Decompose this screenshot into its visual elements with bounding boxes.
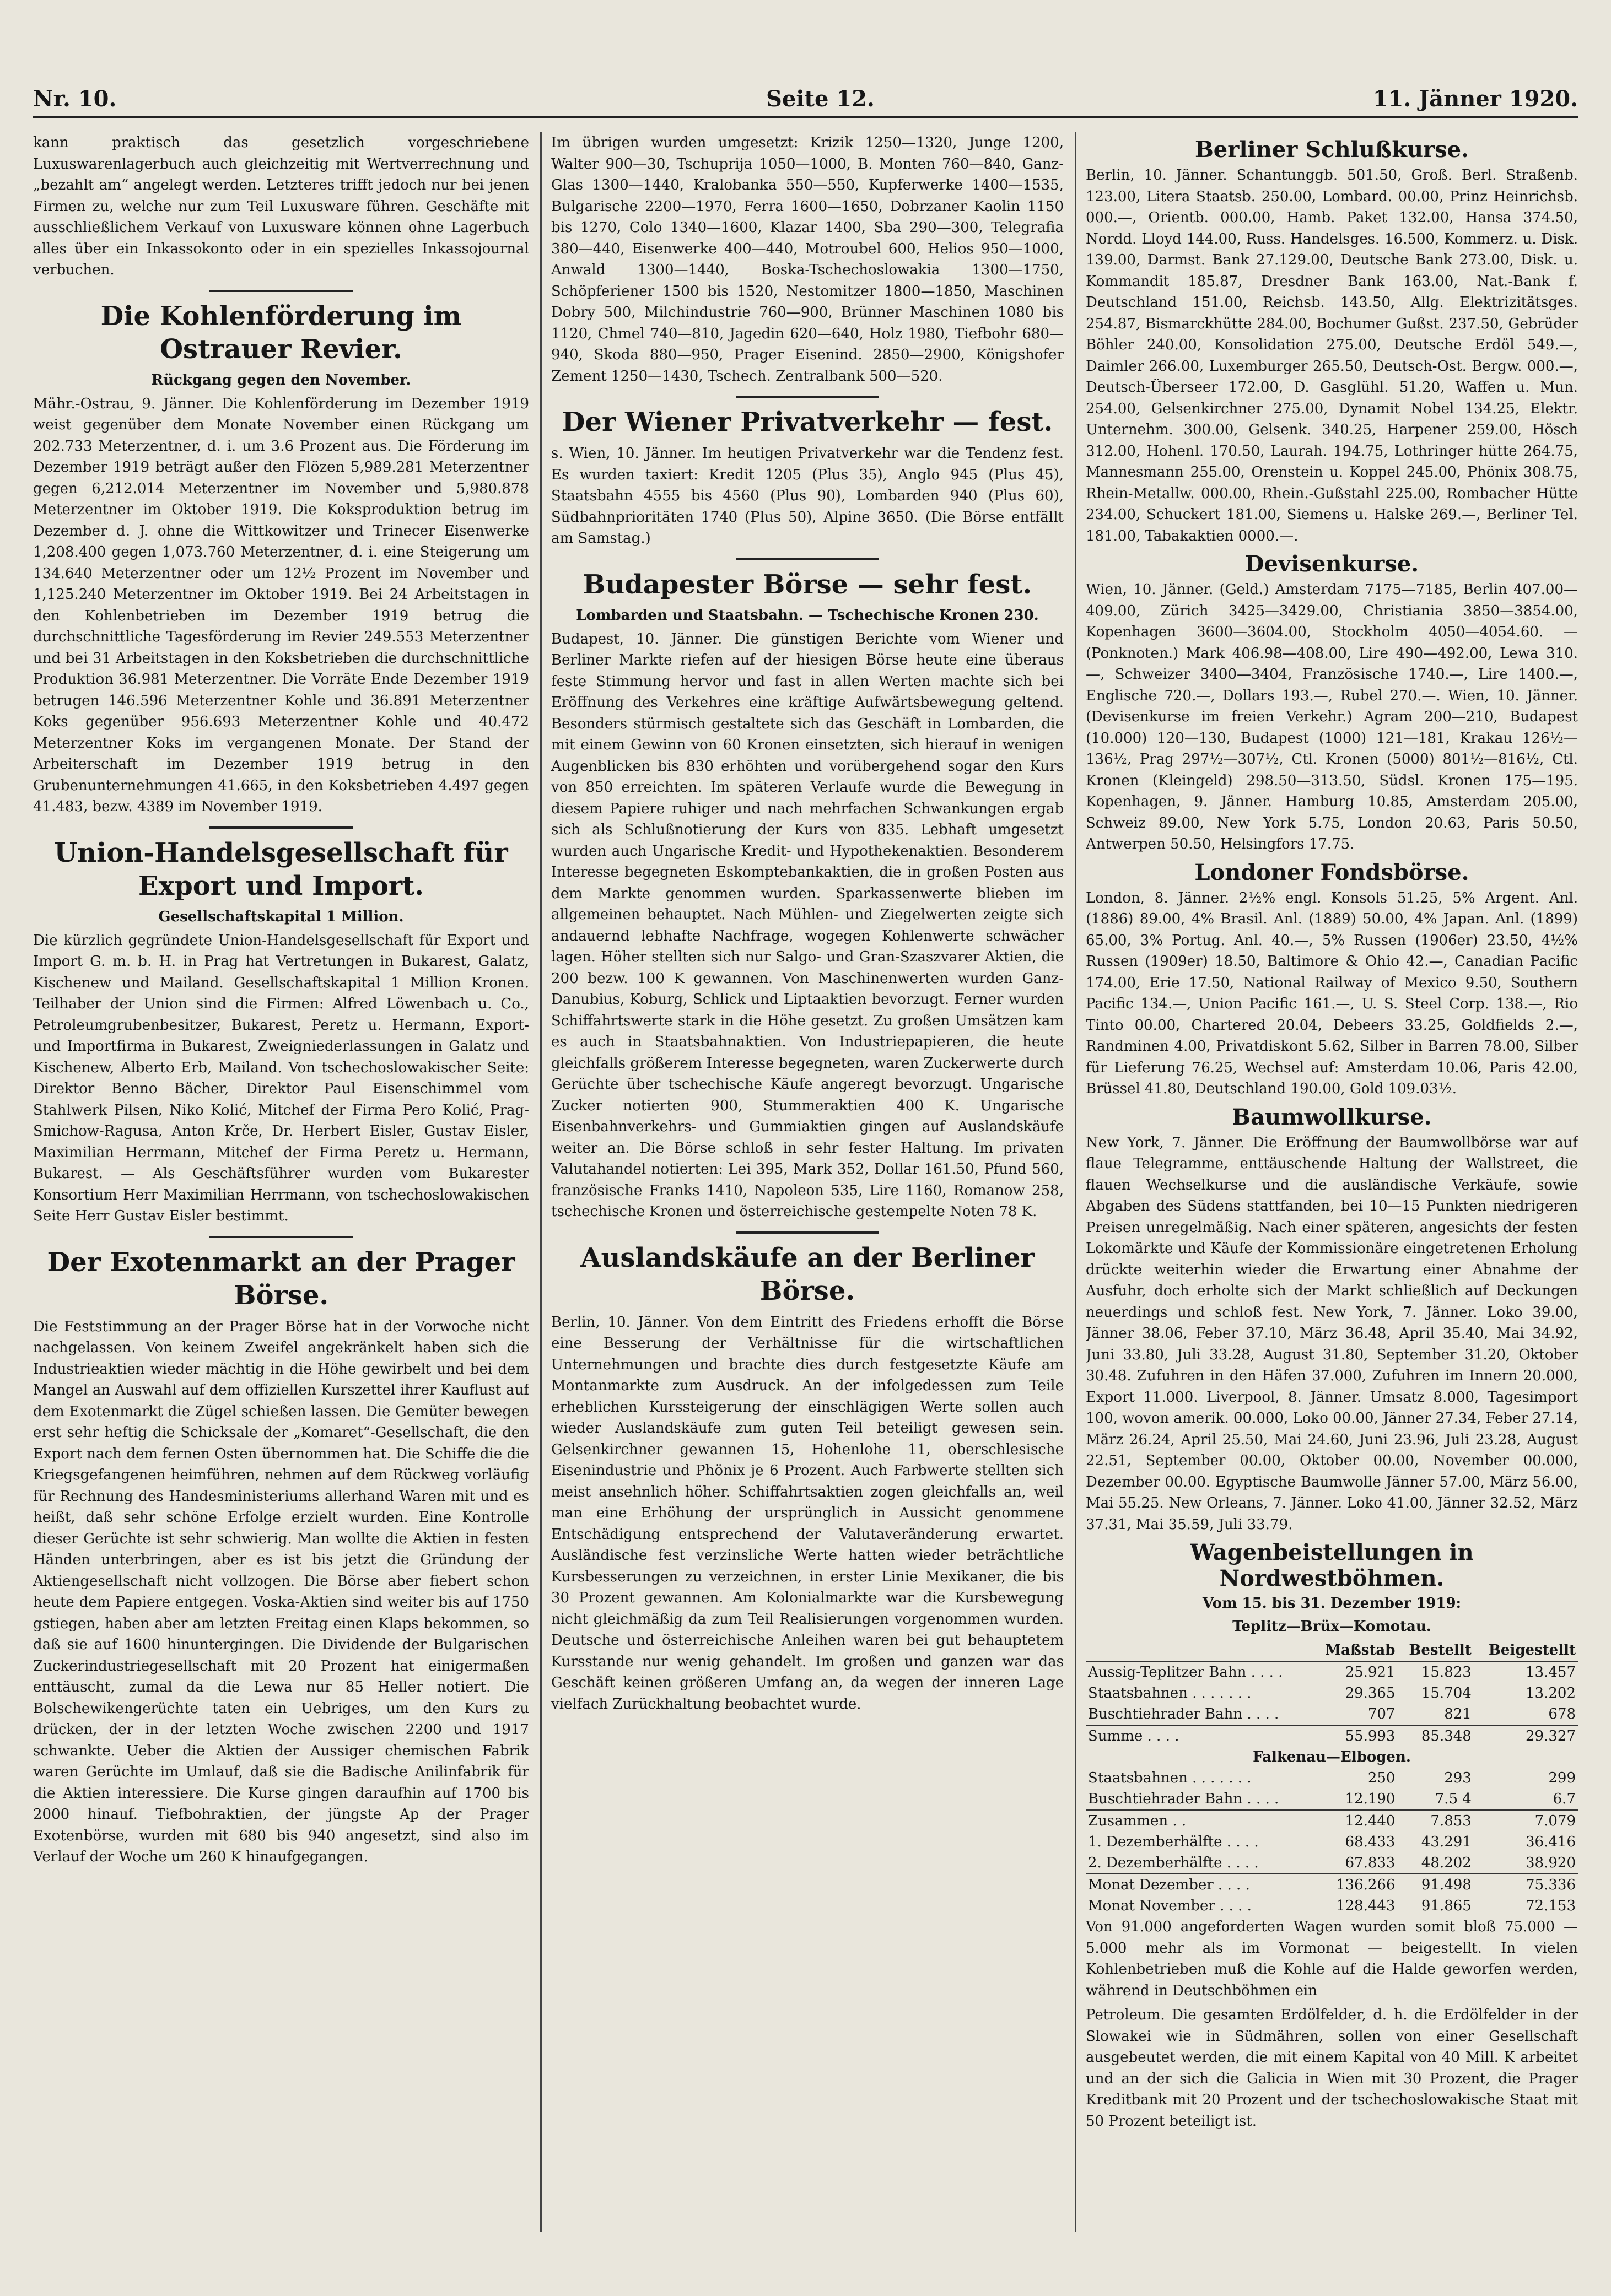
article-continuation: kann praktisch das gesetzlich vorgeschriebene Luxuswarenlagerbuch auch gleichzeitig mit Wertverrechnung und „bezahlt am“ angelegt werden. Letzteres trifft jedoch nur bei jenen Firmen zu, welche nur zum Teil Luxusware führen. Geschäfte mit ausschließlichem Verkauf von Luxusware können ohne Lagerbuch alles über ein Inkassokonto oder in ein spezielles Inkassojournal verbuchen. xyxy=(33,134,529,278)
table-cell: 38.920 xyxy=(1526,1855,1576,1871)
table-cell: 299 xyxy=(1548,1770,1576,1786)
article-body: Mähr.-Ostrau, 9. Jänner. Die Kohlenförderung im Dezember 1919 weist gegenüber dem Monate November einen Rückgang um 202.733 Meterzentner, d. i. um 3.6 Prozent aus. Die Förderung im Dezember 1919 beträgt außer den Flözen 5,989.281 Meterzentner gegen 6,212.014 Meterzentner im November und 5,980.878 Meterzentner im Oktober 1919. Die Koksproduktion betrug im Dezember d. J. ohne die Wittkowitzer und Trinecer Eisenwerke 1,208.400 gegen 1,073.760 Meterzentner, d. i. eine Steigerung um 134.640 Meterzentner oder um 12½ Prozent im November und 1,125.240 Meterzentner im Oktober 1919. Bei 24 Arbeitstagen in den Kohlenbetrieben im Dezember 1919 betrug die durchschnittliche Tagesförderung im Revier 249.553 Meterzentner und bei 31 Arbeitstagen in den Koksbetrieben die durchschnittliche Produktion 36.981 Meterzentner. Die Vorräte Ende Dezember 1919 betrugen 146.596 Meterzentner Kohle und 36.891 Meterzentner Koks gegenüber 956.693 Meterzentner Kohle und 40.472 Meterzentner Koks im vergangenen Monate. Der Stand der Arbeiterschaft im Dezember 1919 betrug in den Grubenunternehmungen 41.665, in den Koksbetrieben 4.497 gegen 41.483, bezw. 4389 im November 1919. xyxy=(33,395,529,815)
section-body: New York, 7. Jänner. Die Eröffnung der Baumwollbörse war auf flaue Telegramme, enttäuschende Haltung der Wallstreet, die flauen Wechselkurse und die ausländische Verkäufe, sowie Abgaben des Südens stattfanden, bei 10—15 Punkten niedrigeren Preisen unregelmäßig. Nach einer späteren, angesichts der festen Lokomärkte und Käufe der Kommissionäre eingetretenen Erholung drückte weiterhin wieder die Erwartung einer Abnahme der Ausfuhr, doch erholte sich der Markt schließlich auf Deckungen neuerdings und schloß fest. New York, 7. Jänner. Loko 39.00, Jänner 38.06, Feber 37.10, März 36.48, April 35.40, Mai 34.92, Juni 33.80, Juli 33.28, August 31.80, September 31.20, Oktober 30.48. Zufuhren in den Häfen 37.000, Zufuhren im Innern 20.000, Export 11.000. Liverpool, 8. Jänner. Umsatz 8.000, Tagesimport 100, wovon amerik. 00.000, Loko 00.00, Jänner 27.34, Feber 27.14, März 26.24, April 25.50, Mai 24.60, Juni 23.96, Juli 23.28, August 22.51, September 00.00, Oktober 00.00, November 00.000, Dezember 00.00. Egyptische Baumwolle Jänner 57.00, März 56.00, Mai 55.25. New Orleans, 7. Jänner. Loko 41.00, Jänner 32.52, März 37.31, Mai 35.59, Juli 33.79. xyxy=(1086,1134,1578,1533)
separator xyxy=(736,396,879,398)
region-label: Teplitz—Brüx—Komotau. xyxy=(1232,1618,1431,1635)
article-title: Auslandskäufe an der Berliner Börse. xyxy=(580,1242,1035,1306)
page-number: Seite 12. xyxy=(766,86,875,112)
table-cell: Staatsbahnen . . . . . . . xyxy=(1088,1770,1252,1786)
table-row xyxy=(1086,1768,1578,1789)
separator xyxy=(736,1231,879,1234)
article-body: s. Wien, 10. Jänner. Im heutigen Privatverkehr war die Tendenz fest. Es wurden taxiert: Kredit 1205 (Plus 35), Anglo 945 (Plus 45), Staatsbahn 4555 bis 4560 (Plus 90), Lombarden 940 (Plus 60), Südbahnprioritäten 1740 (Plus 50), Alpine 3650. (Die Börse entfällt am Samstag.) xyxy=(551,445,1064,547)
newspaper-page xyxy=(33,50,1578,2265)
table-cell: 91.498 xyxy=(1397,1874,1473,1895)
table-cell: 821 xyxy=(1444,1706,1472,1722)
section-title: Wagenbeistellungen in Nordwestböhmen. xyxy=(1190,1539,1474,1591)
table-cell: 707 xyxy=(1367,1706,1396,1722)
table-cell: 7.5 4 xyxy=(1435,1791,1472,1807)
column-rule xyxy=(540,132,542,2232)
table-row xyxy=(1086,1704,1578,1725)
region-label: Falkenau—Elbogen. xyxy=(1253,1749,1411,1765)
article-body: Die Feststimmung an der Prager Börse hat in der Vorwoche nicht nachgelassen. Von keinem Zweifel angekränkelt haben sich die Industrieaktien wieder mächtig in die Höhe gewirbelt und bei dem Mangel an Auswahl auf dem offiziellen Kurszettel ihrer Kauflust auf dem Exotenmarkt die Zügel schießen lassen. Die Gemüter bewegen erst sehr heftig die Schicksale der „Komaret“-Gesellschaft, die den Export nach dem fernen Osten übernommen hat. Die Schiffe die die Kriegsgefangenen heimführen, nehmen auf dem Rückweg vorläufig für Rechnung des Handesministeriums allerhand Waren mit und es heißt, daß sehr schöne Erfolge erzielt wurden. Eine Kontrolle dieser Gerüchte ist sehr schwierig. Man wollte die Aktien in festen Händen unterbringen, aber es ist bis jetzt die Gründung der Aktiengesellschaft nicht vollzogen. Die Börse aber fiebert schon heute dem Papiere entgegen. Voska-Aktien sind weiter bis auf 1750 gstiegen, haben aber am letzten Freitag einen Klaps bekommen, so daß sie auf 1600 hinuntergingen. Die Dividende der Bulgarischen Zuckerindustriegesellschaft mit 20 Prozent hat einigermaßen enttäuscht, zumal da die Lewa nur 85 Heller notiert. Die Bolschewikengerüchte taten ein Uebriges, um den Kurs zu drücken, der in der letzten Woche zwischen 2200 und 1917 schwankte. Ueber die Aktien der Aussiger chemischen Fabrik waren Gerüchte im Umlauf, daß sie die Badische Anilinfabrik für die Aktien interessiere. Die Kurse gingen daraufhin auf 1700 bis 2000 hinauf. Tiefbohraktien, der jüngste Ap der Prager Exotenbörse, wurden mit 680 bis 940 angesetzt, sind also im Verlauf der Woche um 260 K hinaufgegangen. xyxy=(33,1318,529,1865)
table-cell: 75.336 xyxy=(1474,1874,1578,1895)
table-row xyxy=(1086,1832,1578,1852)
table-cell: 85.348 xyxy=(1397,1725,1473,1747)
column-left xyxy=(33,132,529,1871)
table-cell: Monat Dezember . . . . xyxy=(1086,1874,1313,1895)
table-cell: Summe . . . . xyxy=(1086,1725,1313,1747)
section-title: Londoner Fondsbörse. xyxy=(1194,859,1469,885)
article-continuation: Im übrigen wurden umgesetzt: Krizik 1250—1320, Junge 1200, Walter 900—30, Tschuprija 1050—1000, B. Monten 760—840, Ganz-Glas 1300—1440, Kralobanka 550—550, Kupferwerke 1400—1535, Bulgarische 2200—1970, Ferra 1600—1650, Dobrzaner Kaolin 1150 bis 1270, Colo 1340—1600, Klazar 1400, Sba 290—300, Telegrafia 380—440, Eisenwerke 400—440, Motroubel 600, Helios 950—1000, Anwald 1300—1440, Boska-Tschechoslowakia 1300—1750, Schöpferiener 1500 bis 1520, Nestomitzer 1800—1850, Maschinen Dobry 500, Milchindustrie 760—900, Brünner Maschinen 1080 bis 1120, Chmel 740—810, Jagedin 620—640, Holz 1980, Tiefbohr 680—940, Skoda 880—950, Prager Eisenind. 2850—2900, Königshofer Zement 1250—1430, Tschech. Zentralbank 500—520. xyxy=(551,134,1064,385)
separator xyxy=(209,1236,353,1238)
section-subtitle: Vom 15. bis 31. Dezember 1919: xyxy=(1202,1595,1462,1612)
table-cell: Beigestellt xyxy=(1474,1640,1578,1661)
article-title: Der Wiener Privatverkehr — fest. xyxy=(562,407,1053,437)
table-cell: Buschtiehrader Bahn . . . . xyxy=(1088,1791,1279,1807)
table-cell: 29.327 xyxy=(1474,1725,1578,1747)
column-middle xyxy=(551,132,1064,1718)
table-row xyxy=(1086,1895,1578,1916)
table-cell: 128.443 xyxy=(1335,1898,1396,1914)
table-row xyxy=(1086,1852,1578,1874)
table-cell: 55.993 xyxy=(1313,1725,1398,1747)
separator xyxy=(209,826,353,829)
table-cell: 67.833 xyxy=(1345,1855,1396,1871)
table-cell: 43.291 xyxy=(1421,1834,1472,1850)
table-cell: 7.853 xyxy=(1397,1810,1473,1832)
article-body: Budapest, 10. Jänner. Die günstigen Berichte vom Wiener und Berliner Markte riefen auf der hiesigen Börse heute eine überaus feste Stimmung hervor und fast in allen Werten machte sich bei Eröffnung des Verkehres eine kräftige Aufwärtsbewegung geltend. Besonders stürmisch gestaltete sich das Geschäft in Lombarden, die mit einem Gewinn von 60 Kronen einsetzten, sich hierauf in wenigen Augenblicken bis 830 erhöhten und vorübergehend sogar den Kurs von 850 erreichten. Im späteren Verlaufe wurde die Bewegung in diesem Papiere ruhiger und nach mehrfachen Schwankungen ergab sich als Schlußnotierung der Kurs von 835. Lebhaft umgesetzt wurden auch Ungarische Kredit- und Hypothekenaktien. Besonderem Interesse begegneten Eskomptebankaktien, die in großen Posten aus dem Markte genommen wurden. Sparkassenwerte blieben im allgemeinen behauptet. Nach Mühlen- und Ziegelwerten zeigte sich andauernd lebhafte Nachfrage, wogegen Kohlenwerte schwächer lagen. Höher stellten sich nur Salgo- und Gran-Szaszvarer Aktien, die 200 bezw. 100 K gewannen. Von Maschinenwerten wurden Ganz-Danubius, Koburg, Schlick und Liptaaktien bevorzugt. Ferner wurden Schiffahrtswerte stark in die Höhe gesetzt. Zu großen Umsätzen kam es auch in Staatsbahnaktien. Von Industriepapieren, die heute gleichfalls größerem Interesse begegneten, waren Zuckerwerte durch Gerüchte über tschechische Käufe angeregt bevorzugt. Ungarische Zucker notierten 900, Stummeraktien 400 K. Ungarische Eisenbahnverkehrs- und Gummiaktien gingen auf Auslandskäufe weiter an. Die Börse schloß in sehr fester Haltung. Im privaten Valutahandel notierten: Lei 395, Mark 352, Dollar 161.50, Pfund 560, französische Franks 1410, Napoleon 535, Lire 1160, Romanow 258, tschechische Kronen und österreichische gestempelte Noten 78 K. xyxy=(551,630,1064,1220)
issue-date: 11. Jänner 1920. xyxy=(1372,86,1578,112)
section-title: Baumwollkurse. xyxy=(1232,1104,1432,1130)
section-title: Berliner Schlußkurse. xyxy=(1194,137,1469,163)
table-cell: 7.079 xyxy=(1474,1810,1578,1832)
table-cell: 12.190 xyxy=(1345,1791,1396,1807)
table-cell: 72.153 xyxy=(1526,1898,1576,1914)
table-cell: 2. Dezemberhälfte . . . . xyxy=(1088,1855,1259,1871)
table-cell: 1. Dezemberhälfte . . . . xyxy=(1088,1834,1259,1850)
section-body: Berlin, 10. Jänner. Schantunggb. 501.50, Groß. Berl. Straßenb. 123.00, Litera Staatsb. 250.00, Lombard. 00.00, Prinz Heinrichsb. 000.—, Orientb. 000.00, Hamb. Paket 132.00, Hansa 374.50, Nordd. Lloyd 144.00, Russ. Handelsges. 16.500, Kommerz. u. Disk. 139.00, Darmst. Bank 27.129.00, Deutsche Bank 273.00, Disk. u. Kommandit 185.87, Dresdner Bank 163.00, Nat.-Bank f. Deutschland 151.00, Reichsb. 143.50, Allg. Elektrizitätsges. 254.87, Bismarckhütte 284.00, Bochumer Gußst. 237.50, Gebrüder Böhler 240.00, Konsolidation 275.00, Deutsche Erdöl 549.—, Daimler 266.00, Luxemburger 265.50, Deutsch-Ost. Bergw. 000.—, Deutsch-Überseer 172.00, D. Gasglühl. 51.20, Waffen u. Mun. 254.00, Gelsenkirchner 275.00, Dynamit Nobel 134.25, Elektr. Unternehm. 300.00, Gelsenk. 340.25, Harpener 259.00, Hösch 312.00, Hohenl. 170.50, Laurah. 194.75, Lothringer hütte 264.75, Mannesmann 255.00, Orenstein u. Koppel 245.00, Phönix 308.75, Rhein-Metallw. 000.00, Rhein.-Gußstahl 225.00, Rombacher Hütte 234.00, Schuckert 181.00, Siemens u. Halske 269.—, Berliner Tel. 181.00, Tabakaktien 0000.—. xyxy=(1086,167,1578,544)
table-cell: 36.416 xyxy=(1526,1834,1576,1850)
table-cell: Zusammen . . xyxy=(1086,1810,1313,1832)
article-body: Die kürzlich gegründete Union-Handelsgesellschaft für Export und Import G. m. b. H. in Prag hat Vertretungen in Bukarest, Galatz, Kischenew und Mailand. Gesellschaftskapital 1 Million Kronen. Teilhaber der Union sind die Firmen: Alfred Löwenbach u. Co., Petroleumgrubenbesitzer, Bukarest, Peretz u. Hermann, Export- und Importfirma in Bukarest, Zweigniederlassungen in Galatz und Kischenew, Alberto Erb, Mailand. Von tschechoslowakischer Seite: Direktor Benno Bächer, Direktor Paul Eisenschimmel vom Stahlwerk Pilsen, Niko Kolić, Mitchef der Firma Pero Kolić, Prag-Smichow-Ragusa, Anton Krče, Dr. Herbert Eisler, Gustav Eisler, Maximilian Herrmann, Mitchef der Firma Peretz u. Hermann, Bukarest. — Als Geschäftsführer wurden vom Bukarester Konsortium Herr Maximilian Herrmann, von tschechoslowakischen Seite Herr Gustav Eisler bestimmt. xyxy=(33,932,529,1224)
table-cell: 13.202 xyxy=(1526,1685,1576,1701)
region-row xyxy=(1086,1747,1578,1768)
separator xyxy=(736,558,879,560)
table-cell: 68.433 xyxy=(1345,1834,1396,1850)
article-body: Berlin, 10. Jänner. Von dem Eintritt des Friedens erhofft die Börse eine Besserung der Verhältnisse für die wirtschaftlichen Unternehmungen und brachte dies durch festgesetzte Käufe am Montanmarkte zum Ausdruck. An der infolgedessen zum Teile erheblichen Kurssteigerung der einschlägigen Werte sollen auch wieder Auslandskäufe zum guten Teil beteiligt gewesen sein. Gelsenkirchner gewannen 15, Hohenlohe 11, oberschlesische Eisenindustrie und Phönix je 6 Prozent. Auch Farbwerte stellten sich meist ansehnlich höher. Schiffahrtsaktien zogen gleichfalls an, weil man eine Erhöhung der ursprünglich in Aussicht genommene Entschädigung entsprechend der Valutaveränderung erwartet. Ausländische fest verzinsliche Werte hatten wieder beträchtliche Kursbesserungen zu verzeichnen, in erster Linie Mexikaner, die bis 30 Prozent gewannen. Am Kolonialmarkte war die Kursbewegung nicht gleichmäßig da zum Teil Realisierungen vorgenommen wurden. Deutsche und österreichische Anleihen waren bei gut behauptetem Kursstande nur wenig gehandelt. Im großen und ganzen war das Geschäft keinen größeren Umfang an, da wegen der inneren Lage vielfach Zurückhaltung beobachtet wurde. xyxy=(551,1314,1064,1712)
table-cell: 25.921 xyxy=(1345,1664,1396,1681)
table-cell: Aussig-Teplitzer Bahn . . . . xyxy=(1088,1664,1283,1681)
table-cell: Bestellt xyxy=(1397,1640,1473,1661)
table-sum-row xyxy=(1086,1810,1578,1832)
table-cell: 15.704 xyxy=(1421,1685,1472,1701)
table-row xyxy=(1086,1683,1578,1704)
table-cell: Maßstab xyxy=(1313,1640,1398,1661)
table-cell: 15.823 xyxy=(1421,1664,1472,1681)
article-title: Die Kohlenförderung im Ostrauer Revier. xyxy=(100,300,462,365)
table-cell: Staatsbahnen . . . . . . . xyxy=(1088,1685,1252,1701)
article-subtitle: Gesellschaftskapital 1 Million. xyxy=(158,908,404,925)
article-title: Union-Handelsgesellschaft für Export und Import. xyxy=(54,837,508,901)
table-cell: 6.7 xyxy=(1553,1791,1576,1807)
table-cell: 136.266 xyxy=(1313,1874,1398,1895)
table-row xyxy=(1086,1661,1578,1683)
article-subtitle: Lombarden und Staatsbahn. — Tschechische Kronen 230. xyxy=(576,607,1039,624)
table-cell: 678 xyxy=(1548,1706,1576,1722)
table-note: Von 91.000 angeforderten Wagen wurden somit bloß 75.000 — 5.000 mehr als im Vormonat — beigestellt. In vielen Kohlenbetrieben muß die Kohle auf die Halde geworfen werden, während in Deutschböhmen ein xyxy=(1086,1919,1578,1999)
separator xyxy=(209,290,353,292)
table-row xyxy=(1086,1789,1578,1810)
section-title: Devisenkurse. xyxy=(1244,551,1419,577)
article-subtitle: Rückgang gegen den November. xyxy=(151,371,411,388)
issue-number: Nr. 10. xyxy=(33,86,117,112)
page-header xyxy=(33,83,1578,118)
table-cell: 250 xyxy=(1367,1770,1396,1786)
table-sum-row xyxy=(1086,1725,1578,1747)
petroleum-note: Petroleum. Die gesamten Erdölfelder, d. h. die Erdölfelder in der Slowakei wie in Südmähren, sollen von einer Gesellschaft ausgebeutet werden, die mit einem Kapital von 40 Mill. K arbeitet und an der sich die Galicia in Wien mit 30 Prozent, die Prager Kreditbank mit 20 Prozent und der tschechoslowakische Staat mit 50 Prozent beteiligt ist. xyxy=(1086,2007,1578,2130)
table-cell xyxy=(1086,1640,1313,1661)
table-header-row xyxy=(1086,1640,1578,1661)
table-cell: 48.202 xyxy=(1421,1855,1472,1871)
table-cell: Monat November . . . . xyxy=(1088,1898,1252,1914)
table-cell: 13.457 xyxy=(1526,1664,1576,1681)
table-cell: 91.865 xyxy=(1421,1898,1472,1914)
column-rule xyxy=(1075,132,1076,2232)
article-title: Budapester Börse — sehr fest. xyxy=(583,569,1032,600)
column-right xyxy=(1086,132,1578,2135)
section-body: London, 8. Jänner. 2½% engl. Konsols 51.25, 5% Argent. Anl. (1886) 89.00, 4% Brasil. Anl. (1889) 50.00, 4% Japan. Anl. (1899) 65.00, 3% Portug. Anl. 40.—, 5% Russen (1906er) 23.50, 4½% Russen (1909er) 18.50, Baltimore & Ohio 42.—, Canadian Pacific 174.00, Erie 17.50, National Railway of Mexico 9.50, Southern Pacific 134.—, Union Pacific 161.—, U. S. Steel Corp. 138.—, Rio Tinto 00.00, Chartered 20.04, Debeers 33.25, Goldfields 2.—, Randminen 4.00, Privatdiskont 5.62, Silber in Barren 78.00, Silber für Lieferung 76.25, Wechsel auf: Amsterdam 10.06, Paris 42.00, Brüssel 41.80, Deutschland 190.00, Gold 109.03½. xyxy=(1086,889,1578,1097)
article-title: Der Exotenmarkt an der Prager Börse. xyxy=(47,1246,515,1311)
wagon-table xyxy=(1086,1640,1578,1916)
table-cell: 293 xyxy=(1444,1770,1472,1786)
table-cell: 12.440 xyxy=(1313,1810,1398,1832)
table-cell: Buschtiehrader Bahn . . . . xyxy=(1088,1706,1279,1722)
table-cell: 29.365 xyxy=(1345,1685,1396,1701)
section-body: Wien, 10. Jänner. (Geld.) Amsterdam 7175—7185, Berlin 407.00—409.00, Zürich 3425—3429.00, Christiania 3850—3854.00, Kopenhagen 3600—3604.00, Stockholm 4050—4054.60. — (Ponknoten.) Mark 406.98—408.00, Lire 490—492.00, Lewa 310.—, Schweizer 3400—3404, Französische 1740.—, Lire 1400.—, Englische 720.—, Dollars 193.—, Rubel 270.—. Wien, 10. Jänner. (Devisenkurse im freien Verkehr.) Agram 200—210, Budapest (10.000) 120—130, Budapest (1000) 121—181, Krakau 126½—136½, Prag 297½—307½, Ctl. Kronen (5000) 801½—816½, Ctl. Kronen (Kleingeld) 298.50—313.50, Südsl. Kronen 175—195. Kopenhagen, 9. Jänner. Hamburg 10.85, Amsterdam 205.00, Schweiz 89.00, New York 5.75, London 20.63, Paris 50.50, Antwerpen 50.50, Helsingfors 17.75. xyxy=(1086,581,1578,852)
table-row xyxy=(1086,1874,1578,1895)
